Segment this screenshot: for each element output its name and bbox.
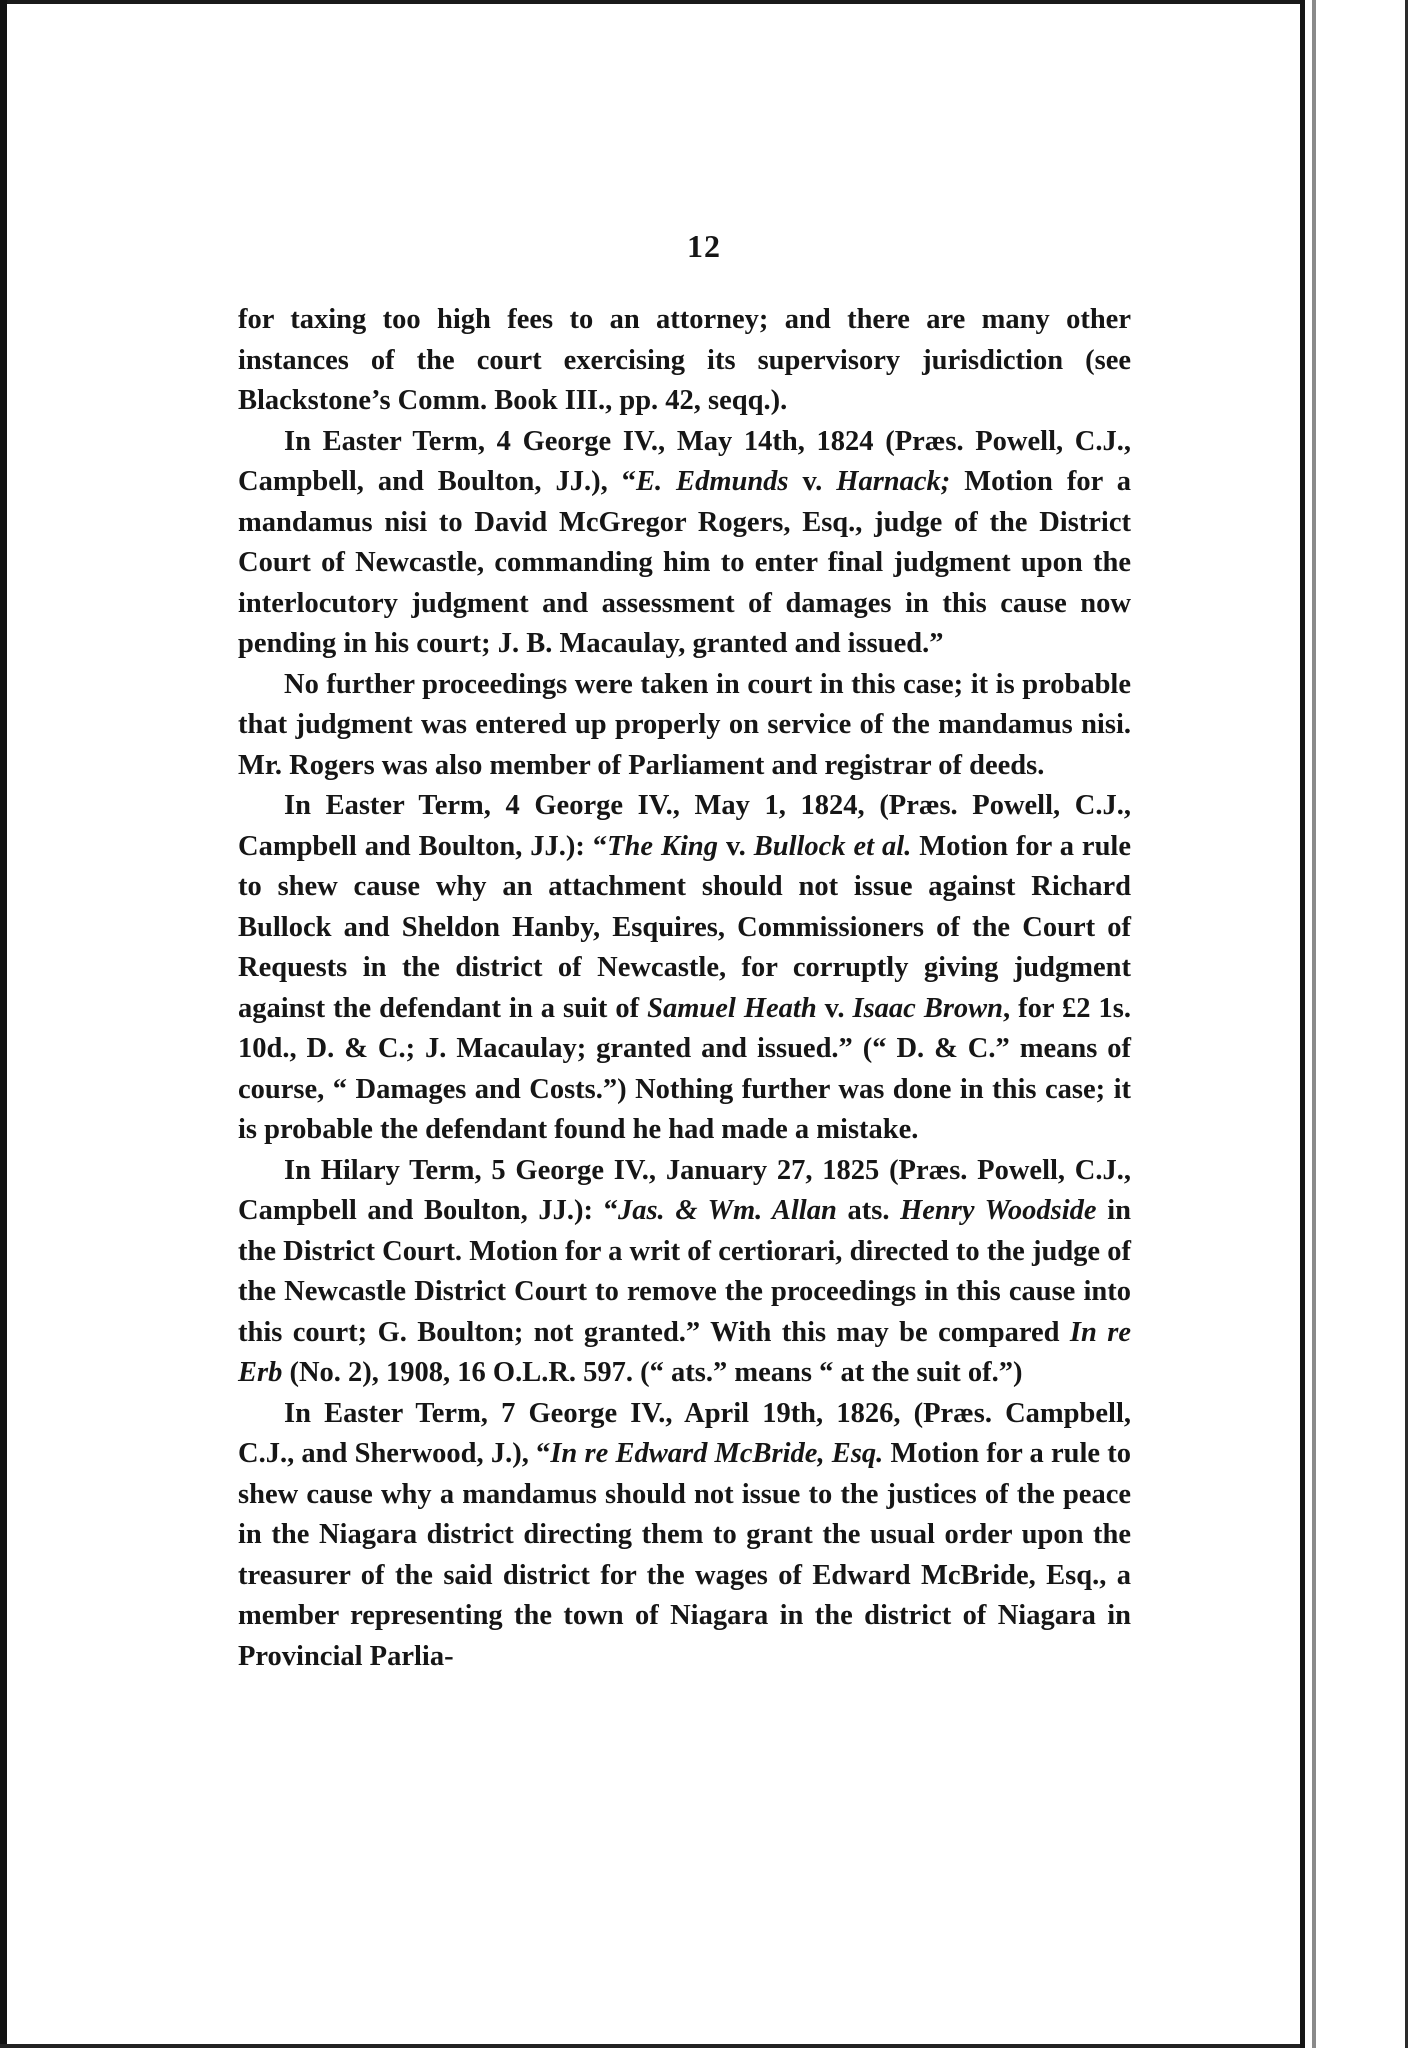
case-name: In re Erb: [238, 1316, 1131, 1388]
text-run: In Easter Term, 7 George IV., April 19th, 1826, (Præs. Campbell, C.J., and Sherwood, J.), “: [238, 1397, 1131, 1469]
text-run: In Easter Term, 4 George IV., May 1, 1824, (Præs. Powell, C.J., Campbell and Boulton, JJ.): “: [238, 790, 1131, 862]
text-run: for taxing too high fees to an attorney; and there are many other instances of the court exercising its supervisory jurisdiction (see Blackstone’s Comm. Book III., pp. 42, seqq.).: [238, 304, 1131, 416]
scan-edge-left: [0, 0, 7, 2048]
text-run: Motion for a mandamus nisi to David McGregor Rogers, Esq., judge of the District Court of Newcastle, commanding him to enter final judgment upon the interlocutory judgment and assessment of damages in this cause now pending in his court; J. B. Macaulay, granted and issued.”: [238, 466, 1131, 659]
case-name: Samuel Heath: [647, 992, 817, 1024]
paragraph-allan-ats-woodside: [238, 1151, 1131, 1394]
text-run: v.: [718, 830, 754, 862]
text-run: v.: [788, 466, 837, 497]
case-name: Henry Woodside: [900, 1195, 1097, 1226]
case-name: Jas. & Wm. Allan: [617, 1195, 837, 1226]
text-run: in the District Court. Motion for a writ of certiorari, directed to the judge of the Newcastle District Court to remove the proceedings in this cause into this court; G. Boulton; not granted.” With this may be compared: [238, 1195, 1131, 1348]
body-text: [238, 300, 1131, 1677]
case-name: Bullock et al.: [753, 830, 912, 862]
scan-edge-right-shadow: [1312, 0, 1316, 2048]
text-run: In Easter Term, 4 George IV., May 14th, 1824 (Præs. Powell, C.J., Campbell, and Boulton, JJ.), “: [238, 425, 1131, 497]
case-name: Isaac Brown: [852, 992, 1004, 1024]
text-run: Motion for a rule to shew cause why an attachment should not issue against Richard Bullock and Sheldon Hanby, Esquires, Commissioners of the Court of Requests in the district of Newcastle, for corruptly giving judgment against the defendant in a suit of: [238, 830, 1131, 1024]
case-name: The King: [607, 830, 719, 862]
scan-edge-top: [0, 0, 1408, 4]
case-name: Harnack;: [836, 466, 951, 497]
paragraph-king-v-bullock: [238, 786, 1131, 1151]
text-run: No further proceedings were taken in court in this case; it is probable that judgment was entered up properly on service of the mandamus nisi. Mr. Rogers was also member of Parliament and registrar of deeds.: [238, 668, 1131, 781]
text-run: , for £2 1s. 10d., D. & C.; J. Macaulay; granted and issued.” (“ D. & C.” means of course, “ Damages and Costs.”) Nothing further was done in this case; it is probable the defendant found he had made a mistake.: [238, 992, 1131, 1145]
paragraph-in-re-mcbride: [238, 1394, 1131, 1678]
text-run: Motion for a rule to shew cause why a mandamus should not issue to the justices of the peace in the Niagara district directing them to grant the usual order upon the treasurer of the said district for the wages of Edward McBride, Esq., a member representing the town of Niagara in the district of Niagara in Provincial Parlia-: [238, 1438, 1131, 1672]
text-run: v.: [816, 992, 853, 1024]
scan-edge-right-margin: [1300, 0, 1408, 2048]
text-run: (No. 2), 1908, 16 O.L.R. 597. (“ ats.” means “ at the suit of.”): [282, 1357, 1023, 1388]
case-name: In re Edward McBride, Esq.: [550, 1438, 884, 1469]
paragraph-edmunds-v-harnack: [238, 422, 1131, 665]
text-run: In Hilary Term, 5 George IV., January 27, 1825 (Præs. Powell, C.J., Campbell and Boulton, JJ.): “: [238, 1154, 1131, 1226]
paragraph-continuation: [238, 300, 1131, 422]
paragraph-rogers-note: [238, 665, 1131, 787]
case-name: E. Edmunds: [635, 466, 789, 497]
page-number: 12: [687, 228, 721, 264]
scan-edge-right: [1300, 0, 1305, 2048]
scan-edge-bottom: [0, 2044, 1300, 2048]
text-run: ats.: [836, 1195, 901, 1226]
